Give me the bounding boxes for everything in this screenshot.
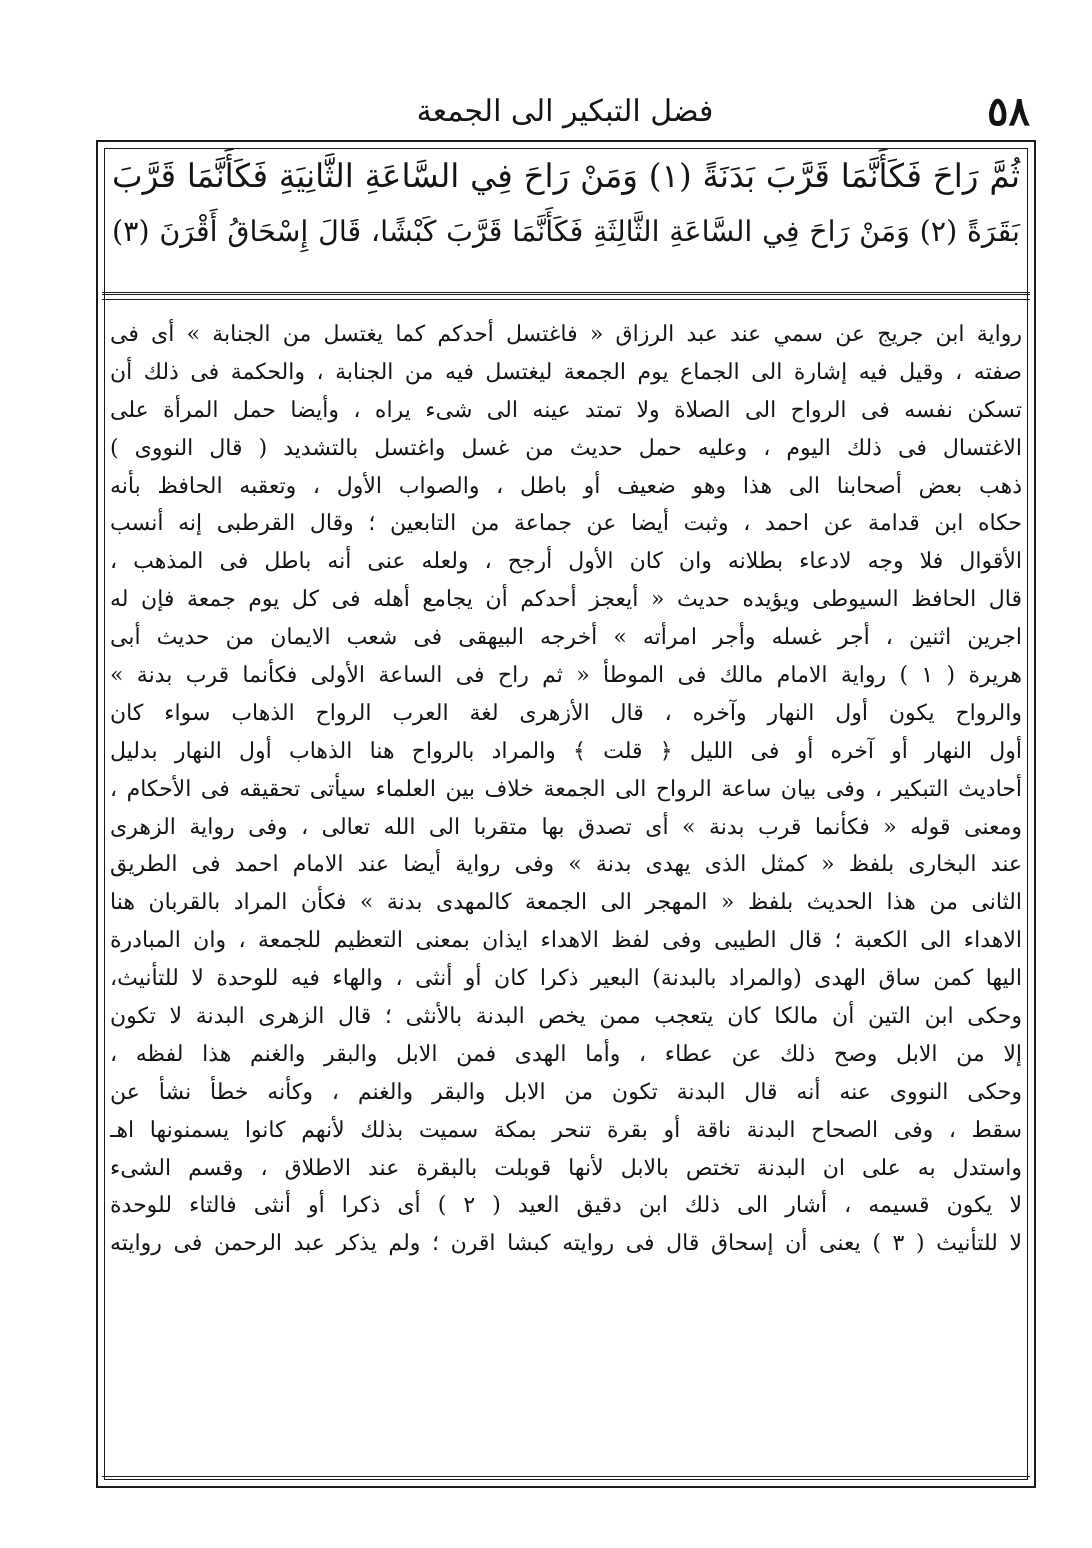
commentary-line: وحكى ابن التين أن مالكا كان يتعجب ممن يخص البدنة بالأنثى ؛ قال الزهرى البدنة لا تكون <box>110 1004 1022 1030</box>
hadith-line: ثُمَّ رَاحَ فَكَأَنَّمَا قَرَّبَ بَدَنَةً (١) وَمَنْ رَاحَ فِي السَّاعَةِ الثَّانِيَةِ فَكَأَنَّمَا قَرَّبَ <box>112 157 1020 195</box>
commentary-line: صفته ، وقيل فيه إشارة الى الجماع يوم الجمعة ليغتسل فيه من الجنابة ، والحكمة فى ذلك أن <box>110 359 1022 385</box>
commentary-line: الاغتسال فى ذلك اليوم ، وعليه حمل حديث من غسل واغتسل بالتشديد ( قال النووى ) <box>110 435 1022 461</box>
page-number: ٥٨ <box>987 88 1030 135</box>
page-title: فضل التبكير الى الجمعة <box>416 94 714 129</box>
commentary-line: اليها كمن ساق الهدى (والمراد بالبدنة) البعير ذكرا كان أو أنثى ، والهاء فيه للوحدة لا للتأنيث، <box>110 966 1022 992</box>
section-divider <box>102 292 1030 295</box>
commentary-text <box>110 316 1022 1263</box>
commentary-line: رواية ابن جريج عن سمي عند عبد الرزاق « فاغتسل أحدكم كما يغتسل من الجنابة » أى فى <box>110 322 1022 347</box>
commentary-line: اجرين اثنين ، أجر غسله وأجر امرأته » أخرجه البيهقى فى شعب الايمان من حديث أبى <box>110 625 1022 651</box>
bottom-rule <box>102 1476 1030 1477</box>
commentary-line: هريرة ( ١ ) رواية الامام مالك فى الموطأ « ثم راح فى الساعة الأولى فكأنما قرب بدنة » <box>110 663 1022 689</box>
commentary-line: ومعنى قوله « فكأنما قرب بدنة » أى تصدق بها متقربا الى الله تعالى ، وفى رواية الزهرى <box>110 814 1022 840</box>
commentary-line: لا للتأنيث ( ٣ ) يعنى أن إسحاق قال فى روايته كبشا اقرن ؛ ولم يذكر عبد الرحمن فى روايته <box>110 1231 1022 1257</box>
commentary-line: الثانى من هذا الحديث بلفظ « المهجر الى الجمعة كالمهدى بدنة » فكأن المراد بالقربان هنا <box>110 890 1022 916</box>
hadith-line: بَقَرَةً (٢) وَمَنْ رَاحَ فِي السَّاعَةِ الثَّالِثَةِ فَكَأَنَّمَا قَرَّبَ كَبْشًا، قَالَ إِسْحَاقُ أَقْرَنَ (٣) <box>112 215 1020 248</box>
commentary-line: إلا من الابل وصح ذلك عن عطاء ، وأما الهدى فمن الابل والبقر والغنم هذا لفظه ، <box>110 1041 1022 1067</box>
commentary-line: سقط ، وفى الصحاح البدنة ناقة أو بقرة تنحر بمكة سميت بذلك لأنهم كانوا يسمنونها اهـ <box>110 1117 1022 1143</box>
commentary-line: حكاه ابن قدامة عن احمد ، وثبت أيضا عن جماعة من التابعين ؛ وقال القرطبى إنه أنسب <box>110 511 1022 537</box>
commentary-line: وحكى النووى عنه أنه قال البدنة تكون من الابل والبقر والغنم ، وكأنه خطأ نشأ عن <box>110 1079 1022 1105</box>
commentary-line: الأقوال فلا وجه لادعاء بطلانه وان كان الأول أرجح ، ولعله عنى أنه باطل فى المذهب ، <box>110 549 1022 575</box>
commentary-line: والرواح يكون أول النهار وآخره ، قال الأزهرى لغة العرب الرواح الذهاب سواء كان <box>110 700 1022 726</box>
commentary-line: لا يكون قسيمه ، أشار الى ذلك ابن دقيق العيد ( ٢ ) أى ذكرا أو أنثى فالتاء للوحدة <box>110 1193 1022 1219</box>
section-divider <box>102 299 1030 300</box>
commentary-line: أول النهار أو آخره أو فى الليل ﴿ قلت ﴾ والمراد بالرواح هنا الذهاب أول النهار بدليل <box>110 738 1022 764</box>
commentary-line: الاهداء الى الكعبة ؛ قال الطيبى وفى لفظ الاهداء ايذان بمعنى التعظيم للجمعة ، وان المبادرة <box>110 928 1022 954</box>
page-header <box>100 84 1030 140</box>
commentary-line: تسكن نفسه فى الرواح الى الصلاة ولا تمتد عينه الى شىء يراه ، وأيضا حمل المرأة على <box>110 397 1022 423</box>
commentary-line: عند البخارى بلفظ « كمثل الذى يهدى بدنة » وفى رواية أيضا عند الامام احمد فى الطريق <box>110 852 1022 878</box>
commentary-line: قال الحافظ السيوطى ويؤيده حديث « أيعجز أحدكم أن يجامع أهله فى كل يوم جمعة فإن له <box>110 587 1022 613</box>
commentary-line: ذهب بعض أصحابنا الى هذا وهو ضعيف أو باطل ، والصواب الأول ، وتعقبه الحافظ بأنه <box>110 473 1022 499</box>
hadith-text <box>112 152 1020 264</box>
commentary-line: واستدل به على ان البدنة تختص بالابل لأنها قوبلت بالبقرة عند الاطلاق ، وقسم الشىء <box>110 1155 1022 1181</box>
commentary-line: أحاديث التبكير ، وفى بيان ساعة الرواح الى الجمعة خلاف بين العلماء سيأتى تحقيقه فى الأحكام ، <box>110 776 1022 802</box>
